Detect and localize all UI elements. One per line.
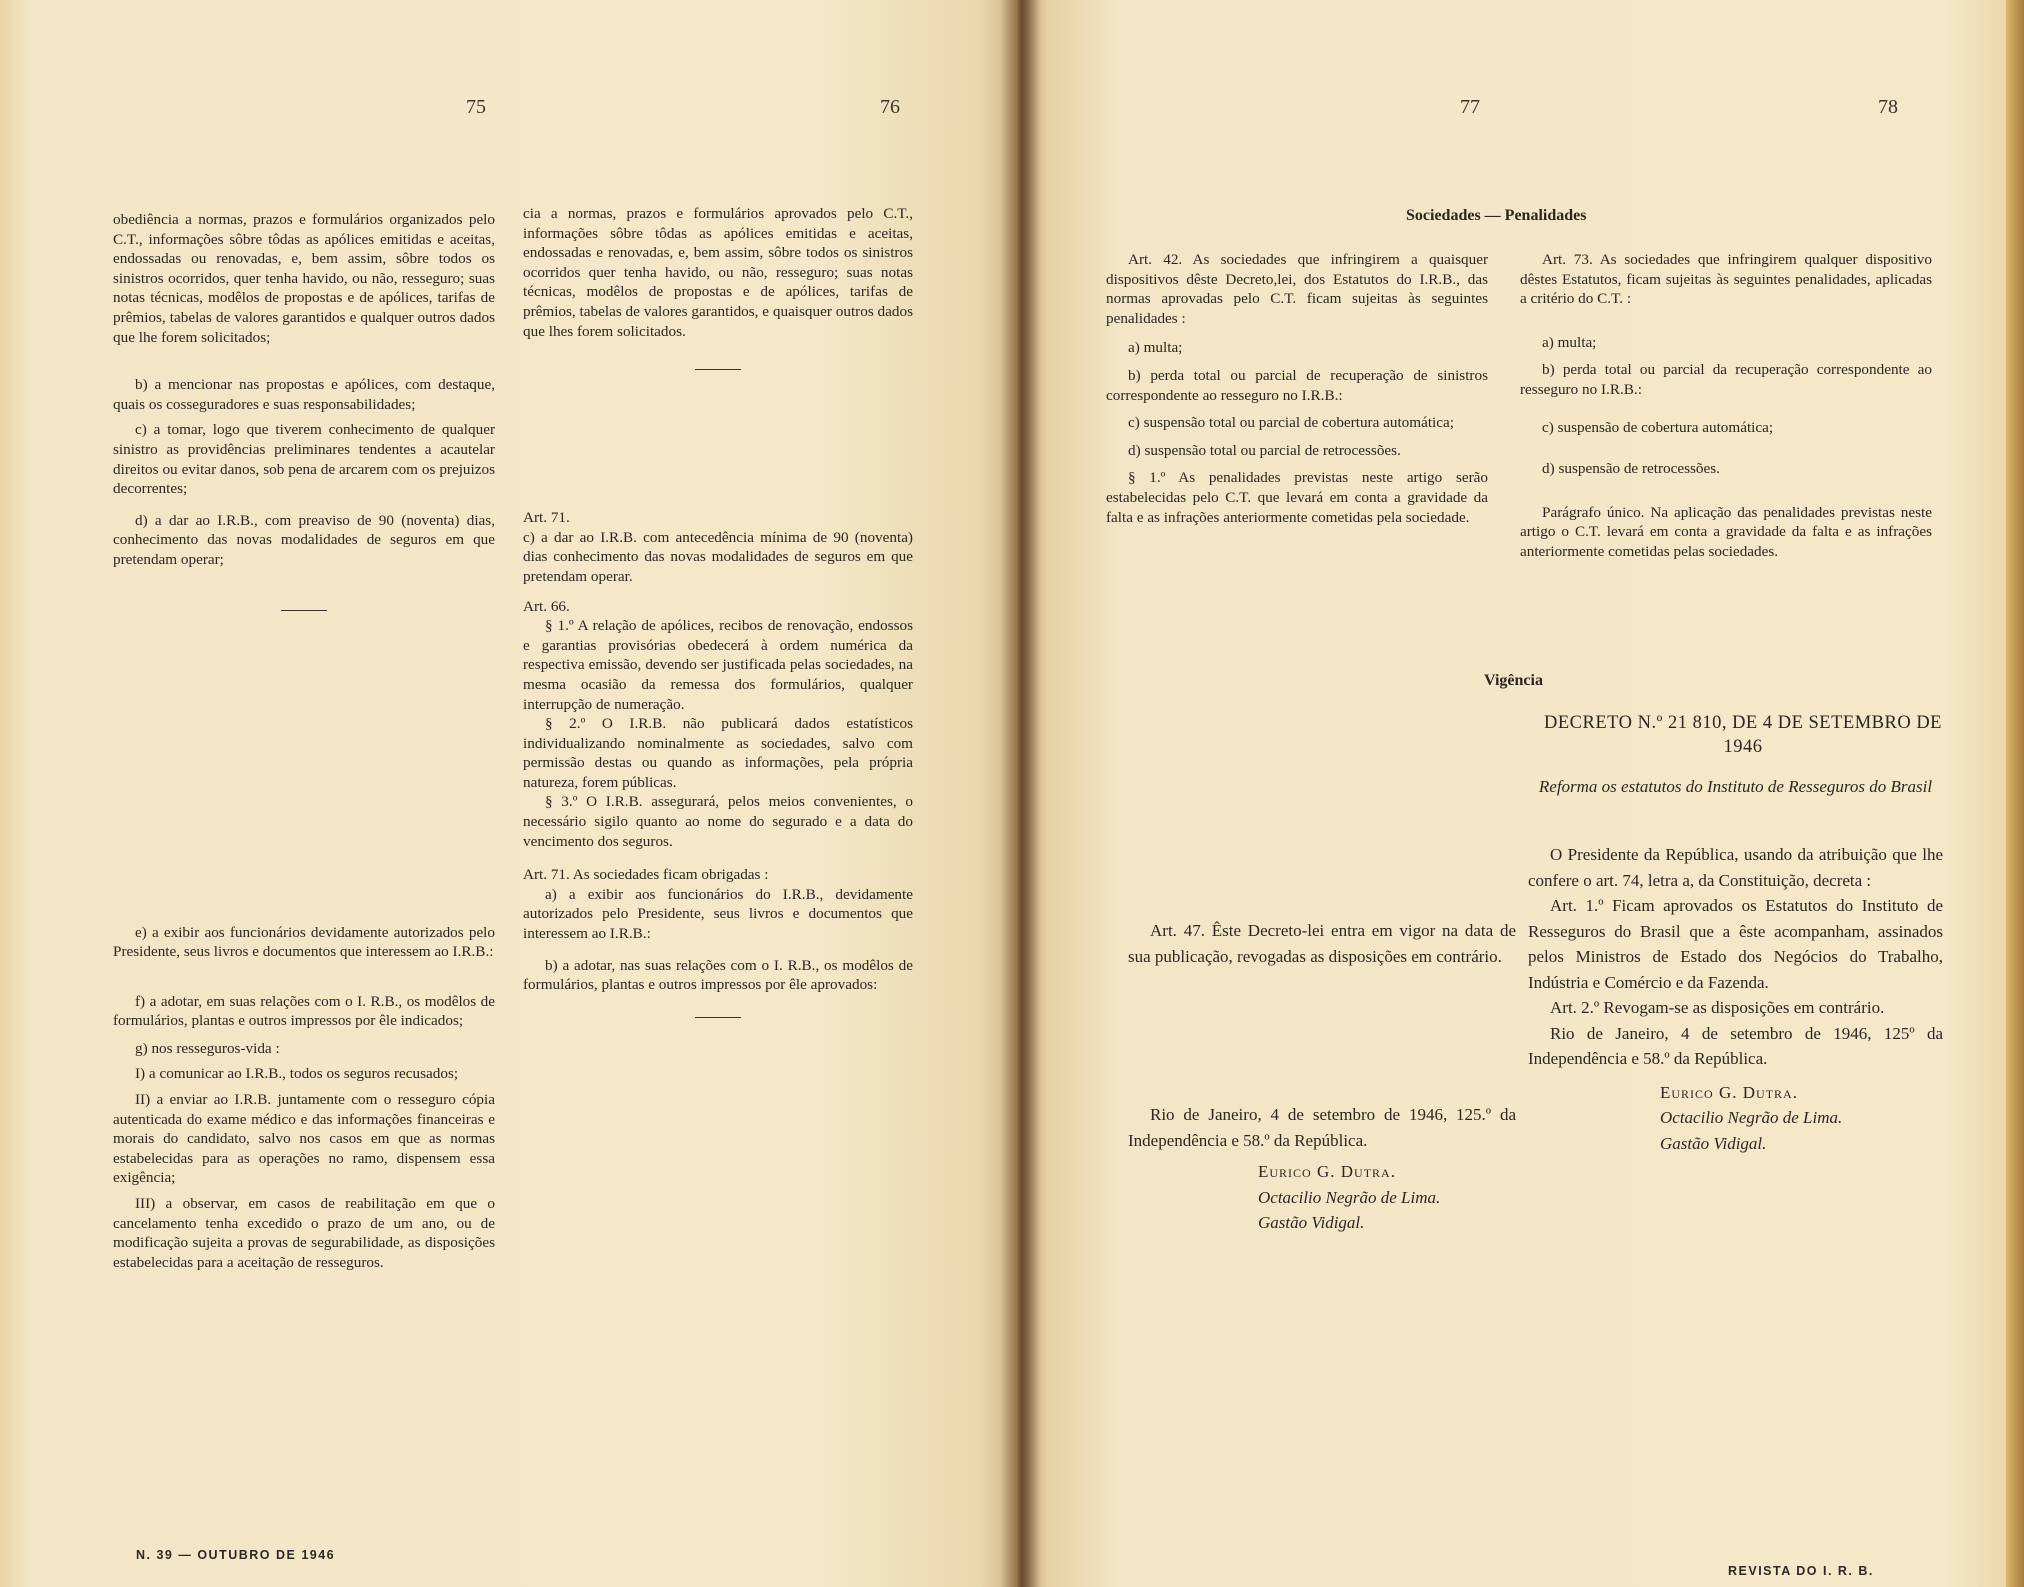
signature-vidigal: Gastão Vidigal. bbox=[1258, 1213, 1365, 1232]
president-clause: O Presidente da República, usando da atribuição que lhe confere o art. 74, letra a, da Constituição, decreta : bbox=[1528, 845, 1943, 890]
page-number-77: 77 bbox=[1460, 96, 1480, 118]
art42-par1: § 1.º As penalidades previstas neste artigo serão estabelecidas pelo C.T. que levará em conta a gravidade da falta e as infrações anteriormente cometidas pela sociedade. bbox=[1106, 469, 1488, 526]
art71-obligations-heading: Art. 71. As sociedades ficam obrigadas : bbox=[523, 866, 769, 884]
art66-par3: § 3.º O I.R.B. assegurará, pelos meios convenientes, o necessário sigilo quanto ao nome do segurado e a data do vencimento dos seguros. bbox=[523, 793, 913, 850]
place-date-78: Rio de Janeiro, 4 de setembro de 1946, 125º da Independência e 58.º da República. bbox=[1528, 1023, 1943, 1068]
divider-rule bbox=[695, 369, 741, 370]
art66-par1: § 1.º A relação de apólices, recibos de renovação, endossos e garantias provisórias obedecerá à ordem numérica da respectiva emissão, devendo ser justificada pelas sociedades, na mesma ocasião da remessa dos formulários, qualquer interrupção de numeração. bbox=[523, 617, 913, 713]
art73-item-c: c) suspensão de cobertura automática; bbox=[1542, 418, 1774, 436]
art42: Art. 42. As sociedades que infringirem a quaisquer dispositivos dêste Decreto,lei, dos Estatutos do I.R.B., das normas aprovadas pelo C.T. ficam sujeitas às seguintes penalidades : bbox=[1106, 251, 1488, 327]
item-e: e) a exibir aos funcionários devidamente autorizados pelo Presidente, seus livros e documentos que interessem ao I.R.B.: bbox=[113, 923, 495, 961]
page-number-76: 76 bbox=[880, 96, 900, 118]
signature-vidigal-78: Gastão Vidigal. bbox=[1660, 1133, 1767, 1153]
item-g: g) nos resseguros-vida : bbox=[135, 1039, 280, 1057]
art71-item-c: c) a dar ao I.R.B. com antecedência mínima de 90 (noventa) dias conhecimento das novas modalidades de seguros em que pretendam operar. bbox=[523, 528, 913, 585]
signature-negrao-78: Octacilio Negrão de Lima. bbox=[1660, 1108, 1843, 1127]
signature-negrao: Octacilio Negrão de Lima. bbox=[1258, 1187, 1441, 1207]
decreto-body bbox=[1528, 842, 1943, 1156]
closing-77 bbox=[1128, 1102, 1516, 1236]
item-f: f) a adotar, em suas relações com o I. R.B., os modêlos de formulários, plantas e outros impressos por êle indicados; bbox=[113, 992, 495, 1030]
art71-item-a: a) a exibir aos funcionários do I.R.B., devidamente autorizados pelo Presidente, seus livros e documentos que interessem ao I.R.B.: bbox=[523, 885, 913, 943]
decreto-title: DECRETO N.º 21 810, DE 4 DE SETEMBRO DE 1946 bbox=[1544, 713, 1942, 757]
signature-dutra: Eurico G. Dutra. bbox=[1258, 1162, 1396, 1181]
item-c: c) a tomar, logo que tiverem conhecimento de qualquer sinistro as providências preliminares tendentes a acautelar direitos ou evitar danos, sob pena de arcarem com os prejuizos decorrentes; bbox=[113, 421, 495, 498]
page-75-column bbox=[113, 210, 495, 1278]
art73-item-a: a) multa; bbox=[1542, 333, 1597, 351]
art71-item-b: b) a adotar, nas suas relações com o I. R.B., os modêlos de formulários, plantas e outros impressos por êle aprovados: bbox=[523, 956, 913, 994]
item-g-i: I) a comunicar ao I.R.B., todos os seguros recusados; bbox=[135, 1065, 459, 1083]
article-a-tail-76: cia a normas, prazos e formulários aprovados pelo C.T., informações sôbre tôdas as apólices emitidas e aceitas, endossadas e renovadas, e, bem assim, sôbre todos os sinistros ocorridos quer tenha havido, ou não, resseguro; suas notas técnicas, modêlos de propostas e de apólices, tarifas de prêmios, tabelas de valores garantidos, e quaisquer outros dados que lhes forem solicitados. bbox=[523, 205, 913, 340]
art47: Art. 47. Êste Decreto-lei entra em vigor na data de sua publicação, revogadas as disposições em contrário. bbox=[1128, 921, 1516, 966]
place-date-77: Rio de Janeiro, 4 de setembro de 1946, 125.º da Independência e 58.º da República. bbox=[1128, 1105, 1516, 1150]
book-gutter bbox=[1000, 0, 1040, 1587]
page-number-78: 78 bbox=[1878, 96, 1898, 118]
art42-item-a: a) multa; bbox=[1128, 339, 1183, 357]
divider-rule bbox=[695, 1017, 741, 1018]
heading-penalidades: Sociedades — Penalidades bbox=[1406, 207, 1587, 224]
page-76-column bbox=[523, 204, 913, 1038]
footer-journal: REVISTA DO I. R. B. bbox=[1728, 1564, 1874, 1578]
signature-dutra-78: Eurico G. Dutra. bbox=[1660, 1082, 1798, 1102]
art73-item-d: d) suspensão de retrocessões. bbox=[1542, 460, 1720, 478]
page-78-column bbox=[1520, 250, 1932, 568]
art73-paragrafo-unico: Parágrafo único. Na aplicação das penalidades previstas neste artigo o C.T. levará em conta a gravidade da falta e as infrações anteriormente cometidas pelas sociedades. bbox=[1520, 503, 1932, 560]
item-g-ii: II) a enviar ao I.R.B. juntamente com o resseguro cópia autenticada do exame médico e das informações financeiras e morais do candidato, salvo nos casos em que as normas estabelecidas para as operações no ramo, dispensem essa exigência; bbox=[113, 1091, 495, 1187]
art42-item-d: d) suspensão total ou parcial de retrocessões. bbox=[1128, 441, 1401, 459]
footer-issue: N. 39 — OUTUBRO DE 1946 bbox=[136, 1548, 336, 1562]
item-b: b) a mencionar nas propostas e apólices, com destaque, quais os cosseguradores e suas responsabilidades; bbox=[113, 376, 495, 413]
page-77-column bbox=[1106, 250, 1488, 533]
art73-item-b: b) perda total ou parcial da recuperação correspondente ao resseguro no I.R.B.: bbox=[1520, 361, 1932, 398]
art71-heading: Art. 71. bbox=[523, 509, 570, 527]
article-a-tail: obediência a normas, prazos e formulários organizados pelo C.T., informações sôbre tôdas as apólices emitidas e aceitas, endossadas ou renovadas, e, bem assim, sôbre todos os sinistros ocorridos, quer tenha havido, ou não, resseguro; suas notas técnicas, modêlos de propostas e de apólices, tarifas de prêmios, tabelas de valores garantidos e qualquer outros dados que lhe forem solicitados; bbox=[113, 211, 495, 346]
decreto-art2: Art. 2.º Revogam-se as disposições em contrário. bbox=[1550, 998, 1885, 1017]
art47-block bbox=[1128, 918, 1516, 975]
decreto-subtitle: Reforma os estatutos do Instituto de Resseguros do Brasil bbox=[1538, 777, 1933, 796]
item-g-iii: III) a observar, em casos de reabilitação em que o cancelamento tenha excedido o prazo de um ano, ou de modificação sujeita a provas de segurabilidade, as disposições estabelecidas para a aceitação de resseguros. bbox=[113, 1195, 495, 1271]
art66-heading: Art. 66. bbox=[523, 597, 570, 615]
right-page bbox=[1018, 0, 2024, 1587]
divider-rule bbox=[281, 610, 327, 611]
item-d: d) a dar ao I.R.B., com preaviso de 90 (noventa) dias, conhecimento das novas modalidades de seguros em que pretendam operar; bbox=[113, 511, 495, 568]
art42-item-b: b) perda total ou parcial de recuperação de sinistros correspondente ao resseguro no I.R.B.: bbox=[1106, 366, 1488, 404]
decreto-art1: Art. 1.º Ficam aprovados os Estatutos do Instituto de Resseguros do Brasil que a êste acompanham, assinados pelos Ministros de Estado dos Negócios do Trabalho, Indústria e Comércio e da Fazenda. bbox=[1528, 896, 1943, 992]
art73: Art. 73. As sociedades que infringirem qualquer dispositivo dêstes Estatutos, ficam sujeitas às seguintes penalidades, aplicadas a critério do C.T. : bbox=[1520, 251, 1932, 308]
art66-par2: § 2.º O I.R.B. não publicará dados estatísticos individualizando nominalmente as sociedades, salvo com permissão destas ou quando as informações, pela própria natureza, forem públicas. bbox=[523, 715, 913, 791]
heading-vigencia: Vigência bbox=[1484, 672, 1543, 689]
art42-item-c: c) suspensão total ou parcial de cobertura automática; bbox=[1128, 414, 1454, 432]
book-edge bbox=[2006, 0, 2024, 1587]
page-number-75: 75 bbox=[466, 96, 486, 118]
